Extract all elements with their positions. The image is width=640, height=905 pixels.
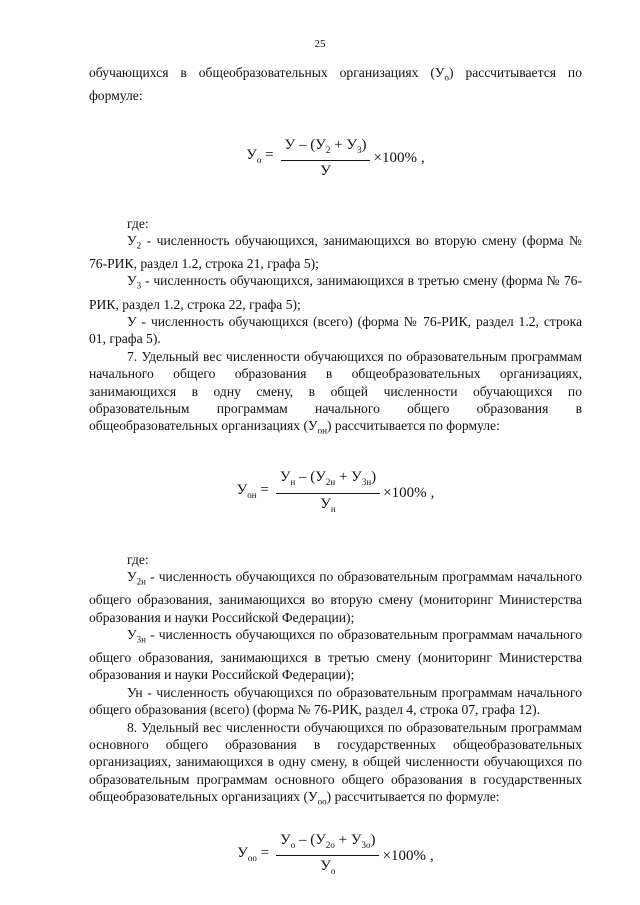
formula-comma: , xyxy=(420,149,425,166)
intro-paragraph: обучающихся в общеобразовательных организациях $(У_о)$ рассчитывается по формуле: xyxy=(89,65,582,104)
formula-comma: , xyxy=(429,847,434,864)
formula-denominator: $У_н$ xyxy=(320,495,336,514)
formula-fraction xyxy=(276,469,380,518)
formula-lhs: $У_о$ = xyxy=(246,147,274,166)
page-number: 25 xyxy=(314,38,326,50)
formula-lhs: $У_{оо}$ = xyxy=(237,845,270,864)
formula-fraction xyxy=(276,832,379,881)
where-label: где: xyxy=(127,551,149,567)
item-7-paragraph: 7. Удельный вес численности обучающихся по образовательным программам начального общего образования в общеобразовательных организациях, занимающихся в одну смену, в общей численности обучающихся по образовательным программам начального общего образования в общеобразовательных организациях $(У_{он})$ рассчитывается по формуле: xyxy=(89,348,582,437)
formula-numerator: $У_н - (У_{2н} + У_{3н})$ xyxy=(276,469,380,493)
formula-uoo xyxy=(89,823,582,889)
definition-u3: $У_3$ - численность обучающихся, занимающихся в третью смену (форма № 76-РИК, раздел 1.2, строка 22, графа 5); xyxy=(89,273,582,312)
item-8-paragraph: 8. Удельный вес численности обучающихся по образовательным программам основного общего образования в государственных общеобразовательных организациях, занимающихся в одну смену, в общей численности обучающихся по образовательным программам основного общего образования в государственных общеобразовательных организациях $(У_{оо})$ рассчитывается по формуле: xyxy=(89,719,582,807)
definition-un: Ун - численность обучающихся по образовательным программам начального общего образования (всего) (форма № 76-РИК, раздел 4, строка 07, графа 12). xyxy=(89,684,582,718)
formula-multiplier: ×100% xyxy=(383,484,427,501)
formula-denominator: У xyxy=(320,163,331,180)
formula-comma: , xyxy=(430,484,435,501)
document-body xyxy=(89,64,582,889)
formula-numerator: $У_о - (У_{2о} + У_{3о})$ xyxy=(276,832,379,856)
formula-fraction xyxy=(281,137,371,181)
formula-numerator: $У - (У_2 + У_3)$ xyxy=(281,137,371,161)
formula-lhs: $У_{он}$ = xyxy=(236,482,269,501)
definition-u: У - численность обучающихся (всего) (форма № 76-РИК, раздел 1.2, строка 01, графа 5). xyxy=(89,314,582,347)
formula-denominator: $У_о$ xyxy=(320,858,336,877)
formula-uon xyxy=(89,459,582,529)
formula-multiplier: ×100% xyxy=(373,149,417,166)
definition-u2n: $У_{2н}$ - численность обучающихся по образовательным программам начального общего образования, занимающихся во вторую смену (мониторинг Министерства образования и науки Российской Федерации); xyxy=(89,568,582,625)
formula-multiplier: ×100% xyxy=(382,847,426,864)
definition-u2: $У_2$ - численность обучающихся, занимающихся во вторую смену (форма № 76-РИК, раздел 1.2, строка 21, графа 5); xyxy=(89,232,582,272)
where-label: где: xyxy=(127,215,149,231)
definition-u3n: $У_{3н}$ - численность обучающихся по образовательным программам начального общего образования, занимающихся в третью смену (мониторинг Министерства образования и науки Российской Федерации); xyxy=(89,626,582,683)
formula-uo xyxy=(89,127,582,191)
